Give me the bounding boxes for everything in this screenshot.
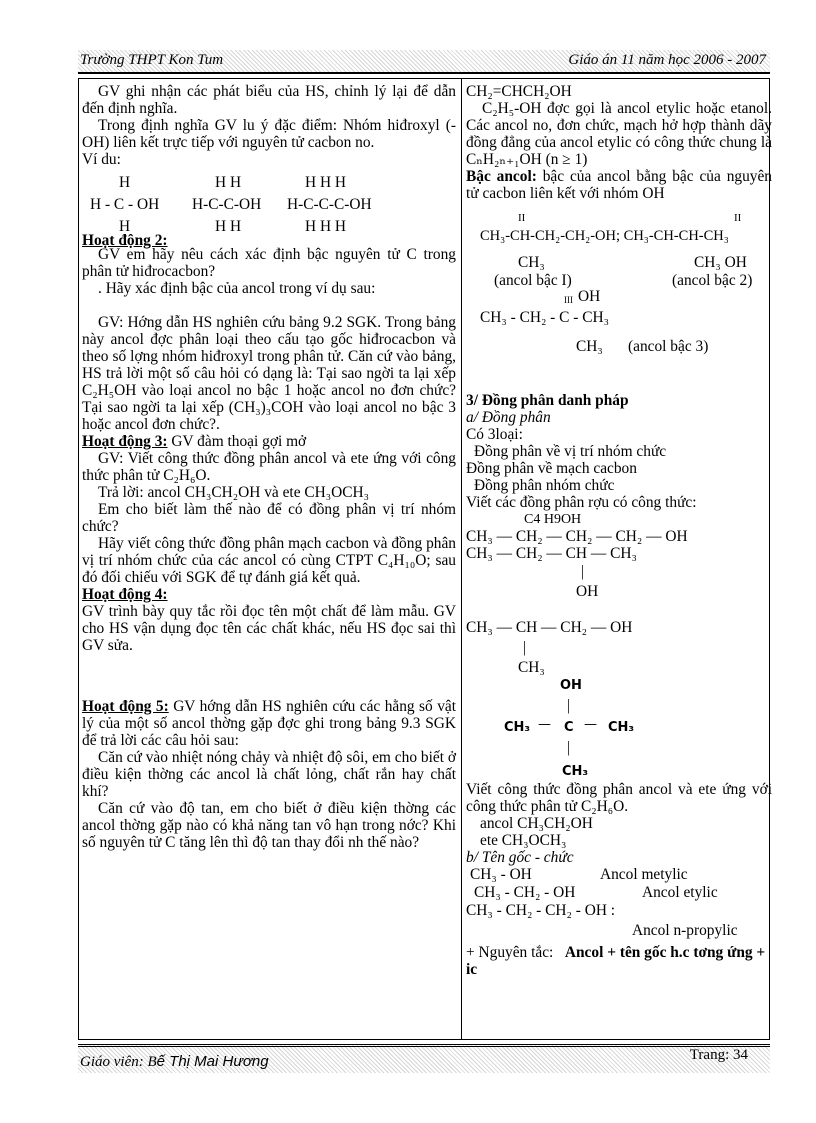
term-label: Bậc ancol: [466, 168, 537, 185]
example-label: Ví du: [82, 151, 121, 168]
page-footer [78, 1044, 770, 1073]
list-item: Có 3loại: [466, 426, 523, 443]
naming-examples [466, 866, 772, 944]
paragraph: GV ghi nhận các phát biểu của HS, chỉnh lý lại để dẫn đến định nghĩa. [82, 83, 456, 117]
left-column [82, 83, 456, 851]
formula-line: CH₃ - CH₂ - C - CH₃ [480, 309, 609, 326]
formula-main: H - C - OH [90, 196, 160, 213]
paragraph: Hãy viết công thức đồng phân mạch cacbon và đồng phân vị trí nhóm chức của các ancol có cùng CTPT C₄H₁₀O; sau đó đối chiếu với SGK để tự đánh giá kết quả. [82, 535, 456, 586]
isomer-formula: CH₃ — CH₂ — CH₂ — CH₂ — OH [466, 528, 688, 545]
paragraph: C₂H₅-OH đợc gọi là ancol etylic hoặc etanol. Các ancol no, đơn chức, mạch hở hợp thành dãy đồng đẳng của ancol etylic có công thức chung là CₙH₂ₙ₊₁OH (n ≥ 1) [466, 100, 772, 168]
paragraph: Viết công thức đồng phân ancol và ete ứng với công thức phân tử C₂H₆O. [466, 781, 772, 815]
teacher-credit [80, 1053, 269, 1071]
formula-atom: H H [215, 174, 242, 191]
heading-hd3: Hoạt động 3: [82, 433, 168, 450]
formula-atom: H [119, 174, 131, 191]
order-mark: III [564, 295, 573, 305]
list-item: ete CH₃OCH₃ [480, 832, 567, 849]
structural-formulas [82, 168, 456, 235]
heading-text: GV hớng dẫn HS nghiên cứu các hằng số vật lý của một số ancol thờng gặp đợc ghi trong bảng 9.3 SGK để trả lời các câu hỏi sau: [82, 698, 457, 749]
isomer-formulas [466, 511, 772, 781]
subsection-heading: a/ Đồng phân [466, 409, 551, 426]
formula-branch: OH [560, 678, 582, 693]
formula-name-right: Ancol etylic [642, 884, 718, 901]
formula-group: CH₃ [608, 720, 635, 735]
formula-group: CH₃ [504, 720, 531, 735]
formula-line: CH₂=CHCH₂OH [466, 83, 572, 100]
paragraph: GV em hãy nêu cách xác định bậc nguyên tử C trong phân tử hiđrocacbon? [82, 246, 456, 280]
heading-hd5: Hoạt động 5: [82, 698, 169, 715]
paragraph: Trả lời: ancol CH₃CH₂OH và ete CH₃OCH₃ [98, 484, 369, 501]
molecular-formula: C4 H9OH [524, 512, 582, 527]
subsection-heading: b/ Tên gốc - chức [466, 849, 574, 866]
page-header [78, 50, 770, 74]
formula-branch: CH₃ [576, 338, 603, 355]
formula-branch: CH₃ [518, 659, 545, 676]
paragraph: GV trình bày quy tắc rồi đọc tên một chất để làm mẫu. GV cho HS vận dụng đọc tên các chất khác, nếu HS đọc sai thì GV sửa. [82, 603, 456, 654]
paragraph: Em cho biết làm thế nào để có đồng phân vị trí nhóm chức? [82, 501, 456, 535]
paragraph: GV: Hớng dẫn HS nghiên cứu bảng 9.2 SGK. Trong bảng này ancol đợc phân loại theo cấu tạo gốc hiđrocacbon và theo số lợng nhóm hiđroxyl trong phân tử. Căn cứ vào bảng, HS trả lời một số câu hỏi có dạng là: Tại sao ngời ta lại xếp C₂H₅OH vào loại ancol no bậc 1 hoặc ancol no đơn chức? Tại sao ngời ta lại xếp (CH₃)₃COH vào loại ancol no bậc 3 hoặc ancol đơn chức?. [82, 314, 456, 433]
isomer-formula: CH₃ — CH — CH₂ — OH [466, 619, 633, 636]
formula-main: H-C-C-C-OH [287, 196, 372, 213]
formula-branch: OH [576, 583, 599, 600]
paragraph: . Hãy xác định bậc của ancol trong ví dụ sau: [98, 280, 376, 297]
cut-heading: Hoạt động 2: [82, 232, 168, 249]
paragraph: Trong định nghĩa GV lu ý đặc điểm: Nhóm hiđroxyl (-OH) liên kết trực tiếp với nguyên tử cacbon no. [82, 117, 456, 151]
formula-branch: CH₃ [518, 254, 545, 271]
formula-group: C [564, 720, 574, 735]
formula-atom: H H [215, 218, 242, 235]
teacher-name: ế Thị Mai Hương [156, 1053, 269, 1070]
formula-atom: H H H [305, 174, 347, 191]
formula-line: CH₃-CH-CH₂-CH₂-OH; CH₃-CH-CH-CH₃ [480, 228, 729, 244]
bond-line: — [538, 717, 551, 732]
list-item: Đồng phân nhóm chức [474, 477, 615, 494]
paragraph: Căn cứ vào độ tan, em cho biết ở điều kiện thờng các ancol thờng gặp nào có khả năng tan vô hạn trong nớc? Khi số nguyên tử C tăng lên thì độ tan thay đổi nh thế nào? [82, 800, 456, 851]
formula-name-left: CH₃ - OH [470, 866, 532, 883]
bond-line: | [567, 697, 571, 714]
formula-name-left: CH₃ - CH₂ - CH₂ - OH : [466, 902, 616, 919]
formula-name-right: Ancol metylic [600, 866, 688, 883]
formula-name-right: Ancol n-propylic [632, 922, 738, 939]
formula-main: H-C-C-OH [192, 196, 262, 213]
heading-text: GV đàm thoại gợi mở [167, 433, 307, 450]
column-divider [461, 78, 462, 1040]
rule-text: Ancol + tên gốc h.c tơng ứng + ic [466, 944, 766, 978]
formula-branch: CH₃ OH [694, 254, 747, 271]
formula-name-left: CH₃ - CH₂ - OH [474, 884, 576, 901]
section-heading: 3/ Đồng phân danh pháp [466, 392, 629, 409]
formula-atom: H [119, 218, 131, 235]
page-number: Trang: 34 [689, 1047, 748, 1063]
list-item: Đồng phân về vị trí nhóm chức [474, 443, 667, 460]
bond-line: | [567, 739, 571, 756]
document-title: Giáo án 11 năm học 2006 - 2007 [568, 52, 766, 68]
formula-label: (ancol bậc I) [494, 272, 572, 289]
order-mark: II [518, 212, 526, 224]
isomer-formula: CH₃ — CH₂ — CH — CH₃ [466, 545, 637, 562]
bond-line: | [581, 563, 585, 580]
list-item: ancol CH₃CH₂OH [480, 815, 593, 832]
rule-label: + Nguyên tắc: [466, 944, 554, 961]
right-column [466, 83, 772, 978]
paragraph: Viết các đồng phân rợu có công thức: [466, 494, 697, 511]
teacher-label: Giáo viên: B [80, 1054, 157, 1070]
heading-hd4: Hoạt động 4: [82, 586, 168, 603]
school-name: Trường THPT Kon Tum [80, 52, 224, 68]
formula-branch: OH [578, 288, 601, 305]
alcohol-order-examples [466, 202, 772, 362]
bond-line: | [523, 639, 527, 656]
term-text: bậc của ancol bằng bậc của nguyên tử cacbon liên kết với nhóm OH [466, 168, 772, 202]
formula-group: CH₃ [562, 764, 589, 779]
formula-label: (ancol bậc 3) [628, 338, 709, 355]
paragraph: GV: Viết công thức đồng phân ancol và ete ứng với công thức phân tử C₂H₆O. [82, 450, 456, 484]
bond-line: — [584, 717, 597, 732]
order-mark: II [734, 212, 742, 224]
formula-label: (ancol bậc 2) [672, 272, 753, 289]
list-item: Đồng phân về mạch cacbon [466, 460, 637, 477]
formula-atom: H H H [305, 218, 347, 235]
paragraph: Căn cứ vào nhiệt nóng chảy và nhiệt độ sôi, em cho biết ở điều kiện thờng các ancol là chất lỏng, chất rắn hay chất khí? [82, 749, 456, 800]
